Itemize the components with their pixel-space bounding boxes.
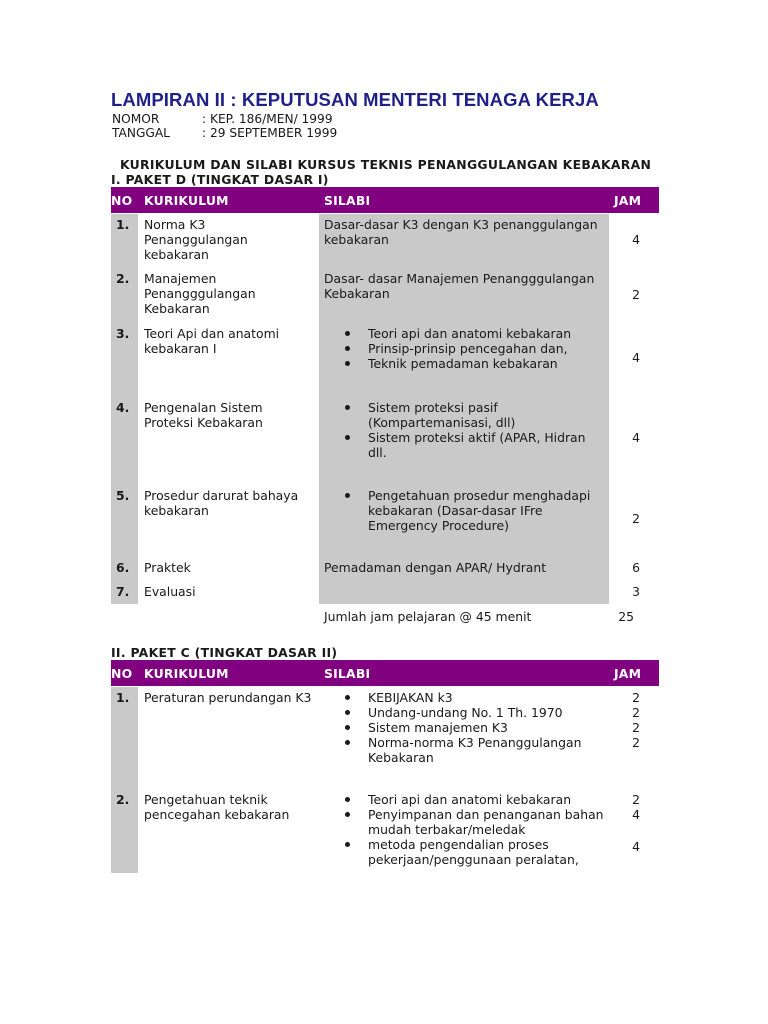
row-jam: 2 bbox=[632, 720, 640, 735]
bullet-item: Sistem proteksi pasif (Kompartemanisasi, dll) bbox=[343, 400, 605, 430]
bullet-item: Teori api dan anatomi kebakaran bbox=[343, 326, 605, 341]
row-jam: 3 bbox=[632, 584, 640, 599]
bullet-item: Norma-norma K3 Penanggulangan Kebakaran bbox=[343, 735, 605, 765]
bullet-item: Teori api dan anatomi kebakaran bbox=[343, 792, 605, 807]
row-jam: 4 bbox=[632, 430, 640, 445]
col-kurikulum-header: KURIKULUM bbox=[144, 666, 229, 681]
section1-heading: I. PAKET D (TINGKAT DASAR I) bbox=[111, 172, 329, 187]
row-kurikulum: Peraturan perundangan K3 bbox=[144, 690, 312, 705]
row-silabi: Dasar-dasar K3 dengan K3 penanggulangan kebakaran bbox=[324, 217, 598, 247]
bullet-item: Sistem manajemen K3 bbox=[343, 720, 605, 735]
col-jam-header: JAM bbox=[614, 666, 642, 681]
nomor-value: : KEP. 186/MEN/ 1999 bbox=[202, 112, 333, 126]
bullet-item: Pengetahuan prosedur menghadapi kebakaran (Dasar-dasar IFre Emergency Procedure) bbox=[343, 488, 605, 533]
row-jam: 6 bbox=[632, 560, 640, 575]
nomor-label: NOMOR bbox=[112, 112, 160, 126]
row-silabi: Dasar- dasar Manajemen Penangggulangan Kebakaran bbox=[324, 271, 595, 301]
section2-no-column-shade bbox=[111, 687, 138, 873]
col-no-header: NO bbox=[111, 666, 133, 681]
section2-heading: II. PAKET C (TINGKAT DASAR II) bbox=[111, 645, 338, 660]
row-jam: 4 bbox=[632, 232, 640, 247]
row-silabi-bullets bbox=[343, 690, 605, 765]
tanggal-value: : 29 SEPTEMBER 1999 bbox=[202, 126, 338, 140]
row-jam: 2 bbox=[632, 705, 640, 720]
row-kurikulum: Teori Api dan anatomi kebakaran I bbox=[144, 326, 280, 356]
bullet-item: Prinsip-prinsip pencegahan dan, bbox=[343, 341, 605, 356]
row-jam: 2 bbox=[632, 287, 640, 302]
row-silabi-bullets bbox=[343, 488, 605, 533]
row-jam: 4 bbox=[632, 839, 640, 854]
row-kurikulum: Manajemen Penangggulangan Kebakaran bbox=[144, 271, 256, 316]
total-label: Jumlah jam pelajaran @ 45 menit bbox=[324, 609, 532, 624]
row-jam: 2 bbox=[632, 792, 640, 807]
bullet-item: Penyimpanan dan penanganan bahan mudah terbakar/meledak bbox=[343, 807, 605, 837]
col-kurikulum-header: KURIKULUM bbox=[144, 193, 229, 208]
row-silabi-bullets bbox=[343, 792, 605, 867]
bullet-item: Undang-undang No. 1 Th. 1970 bbox=[343, 705, 605, 720]
bullet-item: Teknik pemadaman kebakaran bbox=[343, 356, 605, 371]
row-kurikulum: Prosedur darurat bahaya kebakaran bbox=[144, 488, 299, 518]
nomor-line bbox=[112, 112, 333, 126]
document-title: LAMPIRAN II : KEPUTUSAN MENTERI TENAGA KERJA bbox=[111, 89, 599, 110]
row-kurikulum: Evaluasi bbox=[144, 584, 196, 599]
row-number: 3. bbox=[116, 326, 130, 341]
main-heading: KURIKULUM DAN SILABI KURSUS TEKNIS PENANGGULANGAN KEBAKARAN bbox=[120, 157, 652, 172]
row-silabi: Pemadaman dengan APAR/ Hydrant bbox=[324, 560, 547, 575]
total-value: 25 bbox=[618, 609, 634, 624]
row-number: 4. bbox=[116, 400, 130, 415]
row-number: 1. bbox=[116, 217, 130, 232]
row-silabi-bullets bbox=[343, 326, 605, 371]
row-number: 7. bbox=[116, 584, 130, 599]
row-jam: 4 bbox=[632, 350, 640, 365]
row-jam: 2 bbox=[632, 511, 640, 526]
row-number: 6. bbox=[116, 560, 130, 575]
bullet-item: metoda pengendalian proses pekerjaan/penggunaan peralatan, bbox=[343, 837, 605, 867]
tanggal-line bbox=[112, 126, 337, 140]
row-kurikulum: Norma K3 Penanggulangan kebakaran bbox=[144, 217, 248, 262]
row-jam: 2 bbox=[632, 690, 640, 705]
col-silabi-header: SILABI bbox=[324, 193, 371, 208]
bullet-item: Sistem proteksi aktif (APAR, Hidran dll. bbox=[343, 430, 605, 460]
row-jam: 2 bbox=[632, 735, 640, 750]
row-kurikulum: Praktek bbox=[144, 560, 191, 575]
row-silabi-bullets bbox=[343, 400, 605, 460]
tanggal-label: TANGGAL bbox=[112, 126, 170, 140]
col-silabi-header: SILABI bbox=[324, 666, 371, 681]
col-jam-header: JAM bbox=[614, 193, 642, 208]
row-number: 2. bbox=[116, 792, 130, 807]
section2-table-header bbox=[111, 660, 659, 686]
row-number: 1. bbox=[116, 690, 130, 705]
row-number: 2. bbox=[116, 271, 130, 286]
row-number: 5. bbox=[116, 488, 130, 503]
row-kurikulum: Pengenalan Sistem Proteksi Kebakaran bbox=[144, 400, 263, 430]
section1-table-header bbox=[111, 187, 659, 213]
bullet-item: KEBIJAKAN k3 bbox=[343, 690, 605, 705]
row-jam: 4 bbox=[632, 807, 640, 822]
row-kurikulum: Pengetahuan teknik pencegahan kebakaran bbox=[144, 792, 290, 822]
col-no-header: NO bbox=[111, 193, 133, 208]
